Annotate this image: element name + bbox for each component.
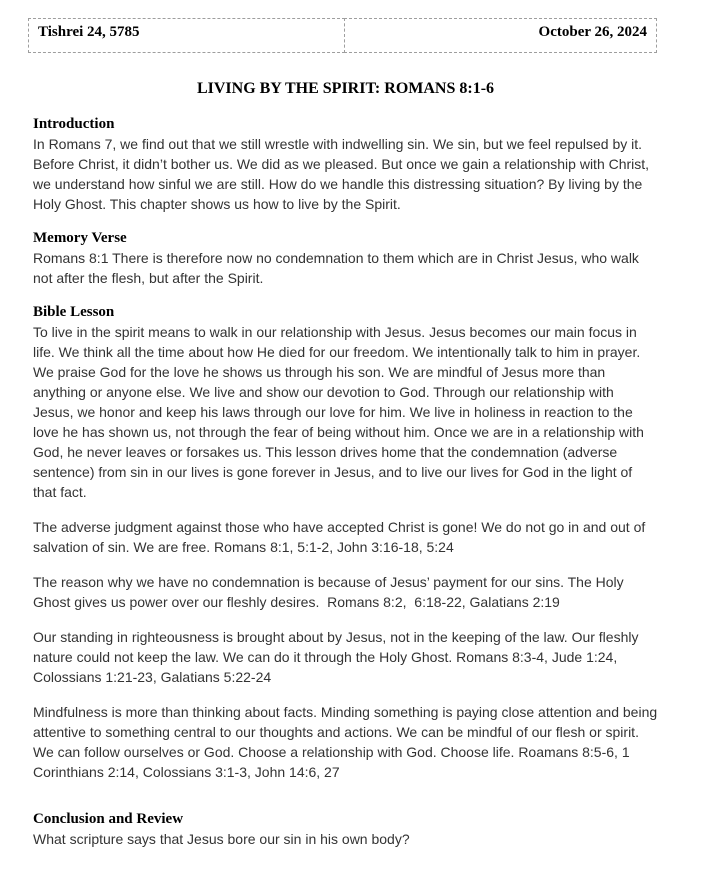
paragraph: What scripture says that Jesus bore our sin in his own body? bbox=[33, 831, 410, 847]
paragraph: The reason why we have no condemnation is because of Jesus’ payment for our sins. The Holy Ghost gives us power over our fleshly desires. Romans 8:2, 6:18-22, Galatians 2:19 bbox=[33, 574, 628, 610]
section-heading-conclusion-and-review: Conclusion and Review bbox=[33, 811, 184, 827]
page-title: LIVING BY THE SPIRIT: ROMANS 8:1-6 bbox=[196, 80, 495, 97]
date-header-table bbox=[28, 18, 658, 53]
hebrew-date-cell: Tishrei 24, 5785 bbox=[28, 18, 345, 53]
paragraph: Mindfulness is more than thinking about facts. Minding something is paying close attention and being attentive to something central to our thoughts and actions. We can be mindful of our flesh or spirit. We can follow ourselves or God. Choose a relationship with God. Choose life. Roamans 8:5-6, 1 Corinthians 2:14, Colossians 3:1-3, John 14:6, 27 bbox=[33, 704, 662, 780]
section-conclusion-and-review bbox=[33, 810, 658, 849]
section-heading-memory-verse: Memory Verse bbox=[33, 230, 127, 246]
paragraph: The adverse judgment against those who have accepted Christ is gone! We do not go in and out of salvation of sin. We are free. Romans 8:1, 5:1-2, John 3:16-18, 5:24 bbox=[33, 519, 650, 555]
section-heading-bible-lesson: Bible Lesson bbox=[33, 304, 115, 320]
paragraph: To live in the spirit means to walk in our relationship with Jesus. Jesus becomes our main focus in life. We think all the time about how He died for our freedom. We intentionally talk to him in prayer. We praise God for the love he shows us through his son. We are mindful of Jesus more than anything or anyone else. We live and show our devotion to God. Through our relationship with Jesus, we honor and keep his laws through our love for him. We live in holiness in reaction to the love he has shown us, not through the fear of being without him. Once we are in a relationship with God, he never leaves or forsakes us. This lesson drives home that the condemnation (adverse sentence) from sin in our lives is gone forever in Jesus, and to live our lives for God in the light of that fact. bbox=[33, 324, 648, 500]
section-heading-introduction: Introduction bbox=[33, 116, 115, 132]
section-memory-verse bbox=[33, 229, 658, 288]
section-bible-lesson bbox=[33, 303, 662, 782]
gregorian-date-cell: October 26, 2024 bbox=[344, 18, 657, 53]
paragraph: Our standing in righteousness is brought about by Jesus, not in the keeping of the law. Our fleshly nature could not keep the law. We can do it through the Holy Ghost. Romans 8:3-4, Jude 1:24, Colossians 1:21-23, Galatians 5:22-24 bbox=[33, 629, 643, 685]
section-introduction bbox=[33, 115, 658, 214]
paragraph: Romans 8:1 There is therefore now no condemnation to them which are in Christ Jesus, who walk not after the flesh, but after the Spirit. bbox=[33, 250, 643, 286]
document-body bbox=[33, 79, 662, 849]
paragraph: In Romans 7, we find out that we still wrestle with indwelling sin. We sin, but we feel repulsed by it. Before Christ, it didn’t bother us. We did as we pleased. But once we gain a relationship with Christ, we understand how sinful we are still. How do we handle this distressing situation? By living by the Holy Ghost. This chapter shows us how to live by the Spirit. bbox=[33, 136, 653, 212]
